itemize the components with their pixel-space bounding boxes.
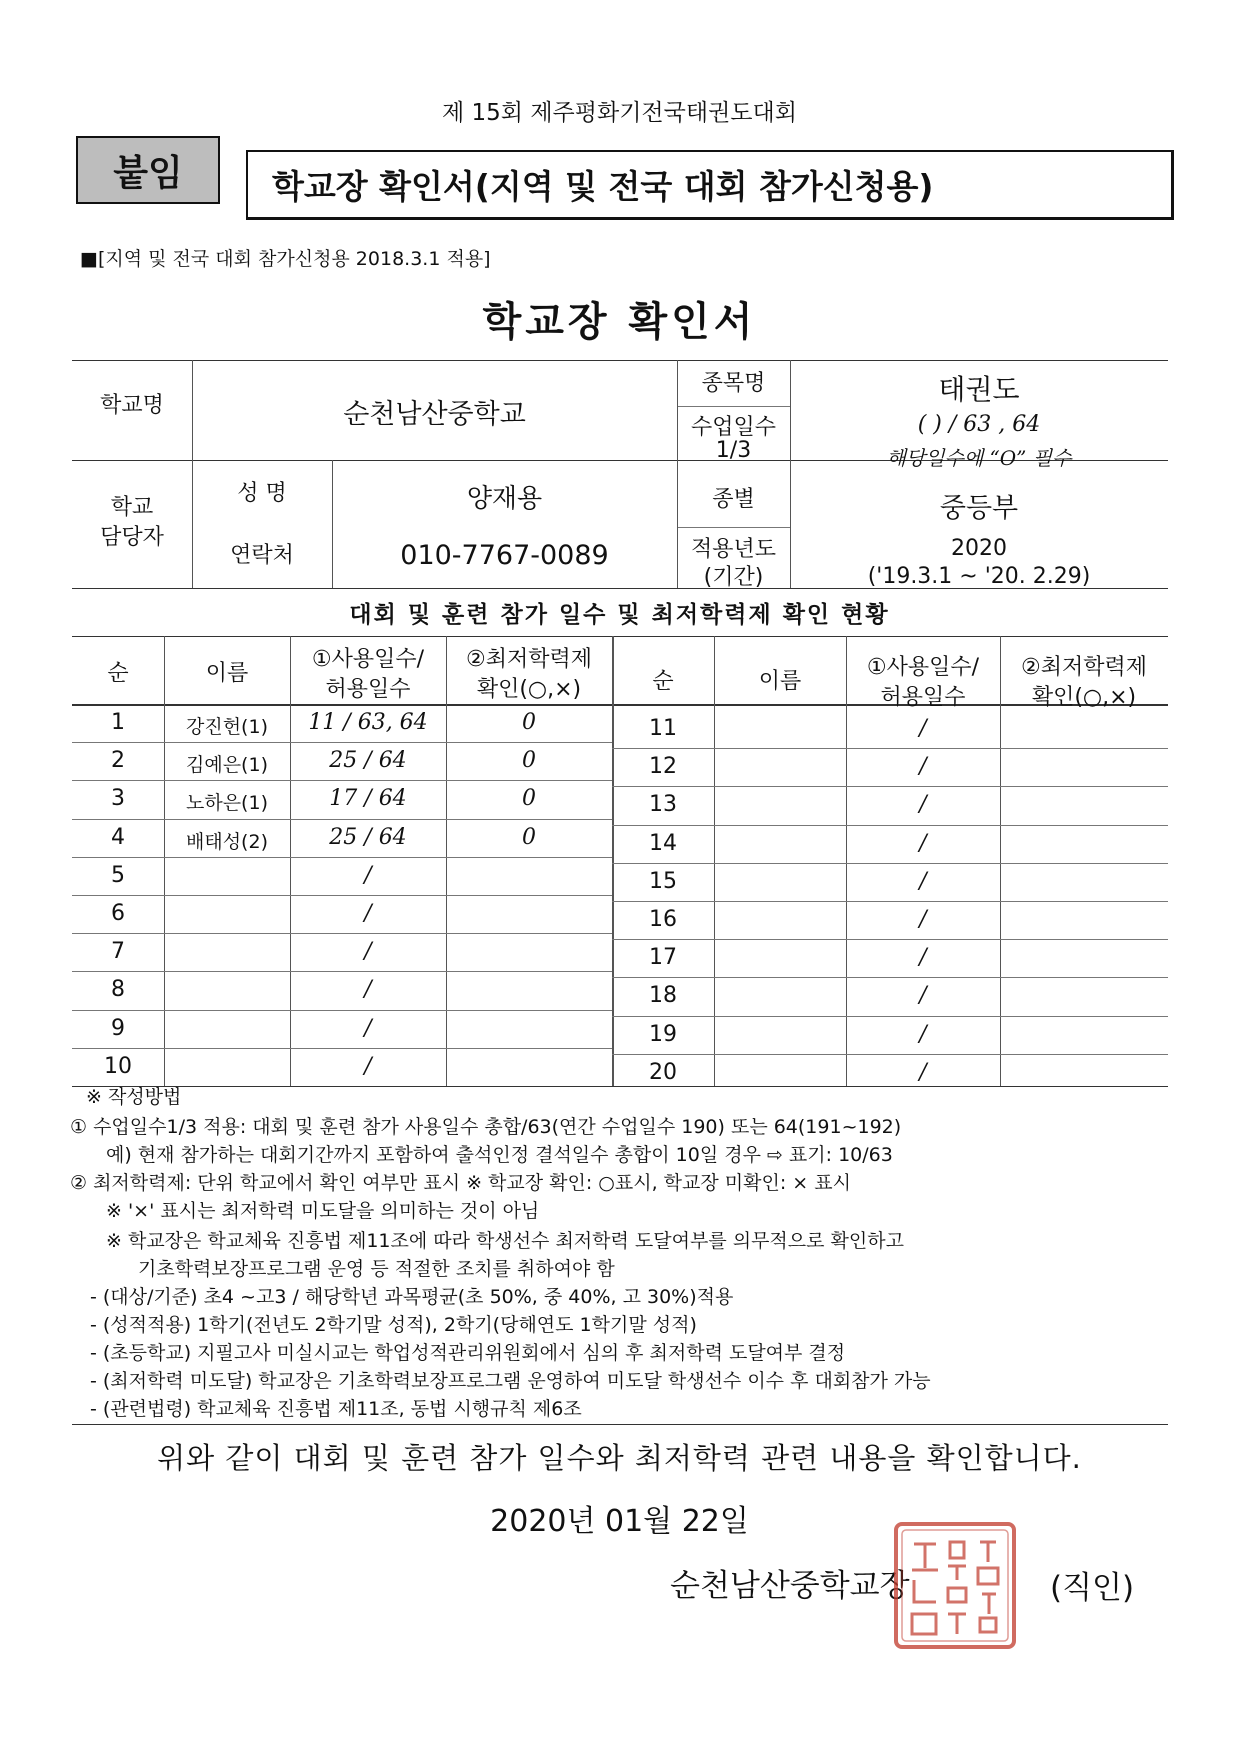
row-divider [612,863,1168,864]
contact-phone-label: 연락처 [230,543,294,568]
col-days-right-1: ①사용일수/ [866,655,980,680]
row-divider [612,939,1168,940]
row-number: 11 [649,716,677,741]
row-divider [72,819,612,820]
athlete-name: 배태성(2) [186,830,268,853]
days-used: / [919,868,927,894]
days-used: / [364,1053,372,1079]
note-line: ② 최저학력제: 단위 학교에서 확인 여부만 표시 ※ 학교장 확인: ○표시, 학교장 미확인: × 표시 [70,1172,851,1194]
form-title: 학교장 확인서(지역 및 전국 대회 참가신청용) [272,167,934,206]
days-used: 17 / 64 [329,786,407,812]
year-label-1: 적용년도 [690,537,776,562]
days-used: / [919,945,927,971]
note-line: 예) 현재 참가하는 대회기간까지 포함하여 출석인정 결석일수 총합이 10일 경우 ⇨ 표기: 10/63 [106,1144,893,1166]
row-divider [612,1016,1168,1017]
days-used: / [919,716,927,741]
row-number: 8 [111,977,125,1003]
days-used: 11 / 63, 64 [308,710,428,735]
days-value: ( ) / 63 , 64 [917,412,1041,437]
row-number: 18 [649,983,677,1009]
confirmation-date: 2020년 01월 22일 [490,1504,749,1539]
col-check-left-2: 확인(○,×) [476,677,582,702]
days-used: / [919,1021,927,1047]
days-label-2: 1/3 [715,438,752,463]
athlete-name: 김예은(1) [186,754,268,777]
min-academic-check: 0 [522,710,536,735]
note-line: - (관련법령) 학교체육 진흥법 제11조, 동법 시행규칙 제6조 [90,1398,582,1420]
form-title-box [246,150,1174,220]
row-number: 5 [111,862,125,888]
principal-signature: 순천남산중학교장 [670,1568,910,1604]
col-no-right: 순 [652,669,674,694]
event-value: 태권도 [938,373,1020,406]
athlete-name: 강진헌(1) [186,716,268,738]
year-value: 2020 [951,536,1007,561]
row-number: 9 [111,1015,125,1041]
col-days-right-2: 허용일수 [880,685,966,710]
days-used: 25 / 64 [329,748,407,774]
days-used: / [919,907,927,932]
col-name-right: 이름 [758,669,802,694]
official-seal-icon [890,1518,1020,1653]
days-used: / [364,901,372,926]
note-line: - (대상/기준) 초4 ~고3 / 해당학년 과목평균(초 50%, 중 40%, 고 30%)적용 [90,1286,734,1308]
col-check-left-1: ②최저학력제 [466,647,592,672]
days-used: / [364,862,372,888]
event-label: 종목명 [701,371,766,396]
row-number: 6 [111,901,125,926]
row-divider [612,1054,1168,1055]
min-academic-check: 0 [522,748,536,774]
row-number: 12 [649,754,677,780]
row-number: 10 [104,1053,132,1079]
days-used: / [364,939,372,965]
category-value: 중등부 [939,493,1019,524]
notes-heading: ※ 작성방법 [86,1086,182,1108]
contact-label-2: 담당자 [100,525,164,550]
col-days-left-2: 허용일수 [325,677,411,702]
section-title: 대회 및 훈련 참가 일수 및 최저학력제 확인 현황 [349,602,890,628]
row-number: 4 [111,824,125,850]
school-name-label: 학교명 [100,393,164,418]
contact-phone-value: 010-7767-0089 [400,540,609,571]
note-line: - (초등학교) 지필고사 미실시교는 학업성적관리위원회에서 심의 후 최저학력 도달여부 결정 [90,1342,846,1364]
seal-label: (직인) [1050,1570,1135,1606]
min-academic-check: 0 [522,824,536,850]
row-divider [612,748,1168,749]
row-divider [72,780,612,781]
year-label-2: (기간) [703,565,764,590]
row-number: 1 [111,710,125,735]
form-subnote: ■[지역 및 전국 대회 참가신청용 2018.3.1 적용] [80,248,491,270]
note-line: ※ '×' 표시는 최저학력 미도달을 의미하는 것이 아님 [106,1200,540,1222]
confirmation-statement: 위와 같이 대회 및 훈련 참가 일수와 최저학력 관련 내용을 확인합니다. [157,1441,1082,1475]
col-no-left: 순 [107,661,129,686]
year-period: ('19.3.1 ~ '20. 2.29) [867,564,1091,589]
athlete-name: 노하은(1) [186,792,268,815]
days-used: / [364,1015,372,1041]
row-divider [612,977,1168,978]
note-line: - (최저학력 미도달) 학교장은 기초학력보장프로그램 운영하여 미도달 학생선수 이수 후 대회참가 가능 [90,1370,931,1392]
contact-label-1: 학교 [110,495,154,520]
row-number: 7 [111,939,125,965]
note-line: ※ 학교장은 학교체육 진흥법 제11조에 따라 학생선수 최저학력 도달여부를 의무적으로 확인하고 [106,1230,904,1252]
row-number: 19 [649,1021,677,1047]
school-name-value: 순천남산중학교 [343,399,526,430]
col-name-left: 이름 [205,661,249,686]
row-number: 3 [111,786,125,812]
row-number: 13 [649,792,677,818]
days-label-1: 수업일수 [690,415,776,440]
min-academic-check: 0 [522,786,536,812]
contact-name-value: 양재용 [466,484,543,514]
col-check-right-2: 확인(○,×) [1031,685,1137,710]
days-used: / [919,792,927,818]
row-divider [72,1048,612,1049]
row-divider [612,901,1168,902]
row-divider [72,857,612,858]
row-number: 14 [649,830,677,856]
days-used: / [919,830,927,856]
days-used: / [919,754,927,780]
days-used: 25 / 64 [329,824,407,850]
row-divider [72,895,612,896]
note-line: ① 수업일수1/3 적용: 대회 및 훈련 참가 사용일수 총합/63(연간 수업일수 190) 또는 64(191~192) [70,1116,902,1138]
event-title: 제 15회 제주평화기전국태권도대회 [442,100,797,126]
attachment-tag: 붙임 [76,136,220,204]
note-line: - (성적적용) 1학기(전년도 2학기말 성적), 2학기(당해연도 1학기말 성적) [90,1314,697,1336]
row-divider [612,825,1168,826]
note-line: 기초학력보장프로그램 운영 등 적절한 조치를 취하여야 함 [138,1258,615,1280]
row-divider [612,786,1168,787]
days-used: / [919,983,927,1009]
category-label: 종별 [712,487,755,512]
contact-name-label: 성 명 [237,481,287,506]
row-divider [72,933,612,934]
row-number: 20 [649,1059,677,1085]
days-used: / [364,977,372,1003]
row-divider [72,1010,612,1011]
document-title: 학교장 확인서 [482,299,757,345]
row-number: 2 [111,748,125,774]
col-days-left-1: ①사용일수/ [311,647,425,672]
row-divider [72,742,612,743]
days-instruction: 해당일수에 “O” 필수 [886,446,1072,470]
col-check-right-1: ②최저학력제 [1021,655,1147,680]
row-number: 16 [649,907,677,932]
days-used: / [919,1059,927,1085]
row-number: 15 [649,868,677,894]
row-number: 17 [649,945,677,971]
row-divider [72,971,612,972]
